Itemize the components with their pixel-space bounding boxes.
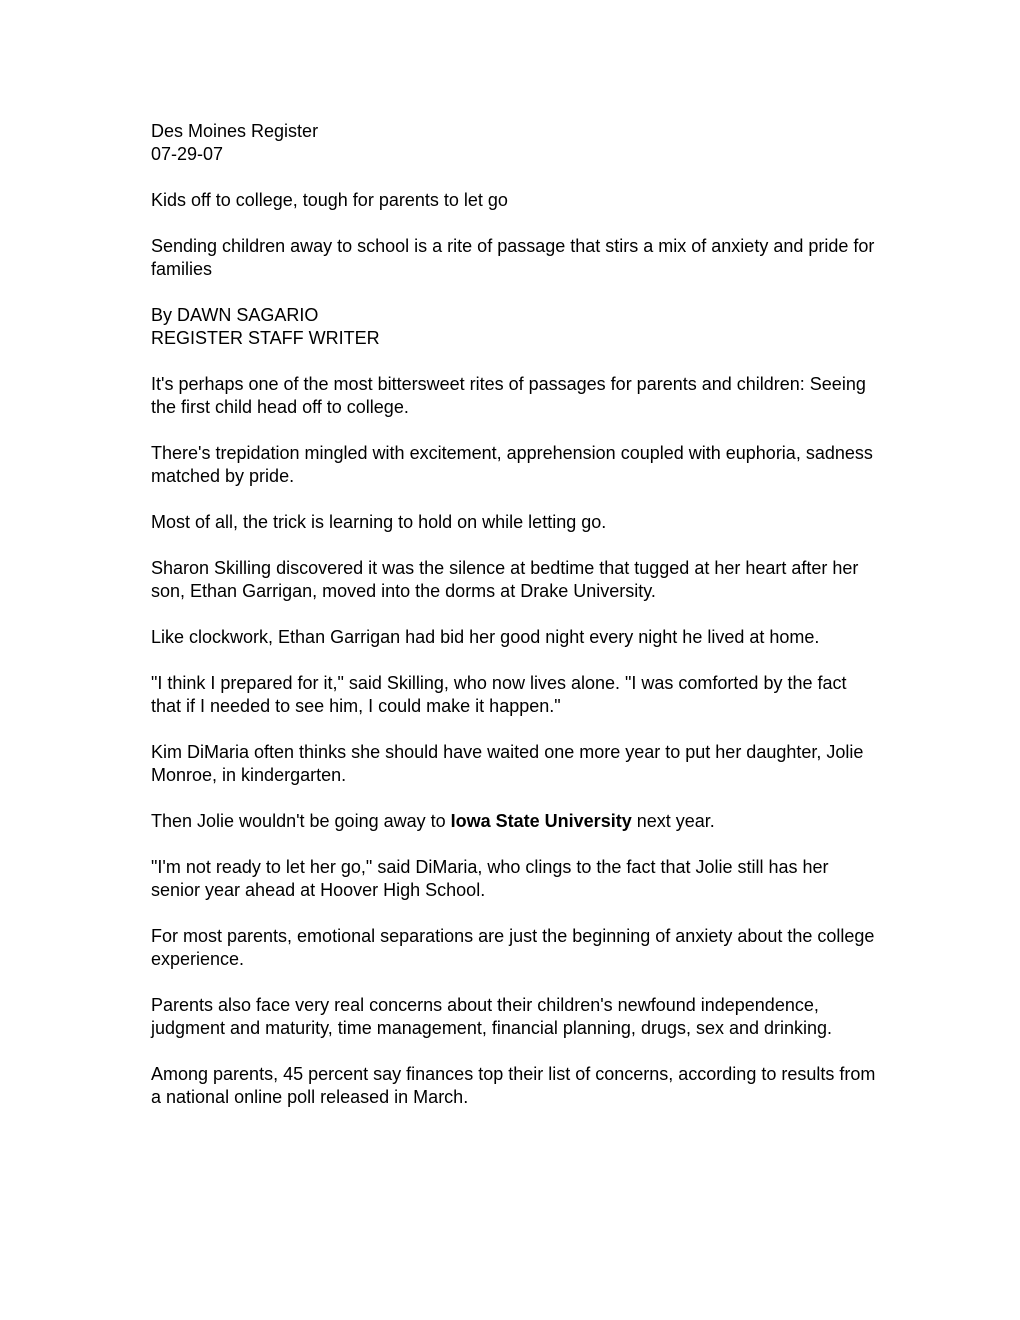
paragraph-text: Then Jolie wouldn't be going away to [151, 811, 451, 831]
article-paragraph: Kim DiMaria often thinks she should have waited one more year to put her daughter, Jolie Monroe, in kindergarten. [151, 742, 864, 785]
document-page [151, 120, 881, 1132]
article-paragraph: It's perhaps one of the most bittersweet rites of passages for parents and children: Seeing the first child head off to college. [151, 374, 866, 417]
article-paragraph: Most of all, the trick is learning to hold on while letting go. [151, 512, 607, 532]
article-paragraph: Sharon Skilling discovered it was the silence at bedtime that tugged at her heart after her son, Ethan Garrigan, moved into the dorms at Drake University. [151, 558, 859, 601]
article-paragraph: Parents also face very real concerns about their children's newfound independence, judgment and maturity, time management, financial planning, drugs, sex and drinking. [151, 995, 833, 1038]
byline [151, 304, 881, 350]
byline-author: By DAWN SAGARIO [151, 305, 319, 325]
source-block [151, 120, 881, 166]
byline-title: REGISTER STAFF WRITER [151, 328, 380, 348]
subheadline: Sending children away to school is a rite of passage that stirs a mix of anxiety and pride for families [151, 236, 875, 279]
article-paragraph: Among parents, 45 percent say finances top their list of concerns, according to results from a national online poll released in March. [151, 1064, 876, 1107]
article-paragraph: "I'm not ready to let her go," said DiMaria, who clings to the fact that Jolie still has her senior year ahead at Hoover High School. [151, 857, 829, 900]
paragraph-text: next year. [631, 811, 715, 831]
publication-date: 07-29-07 [151, 144, 224, 164]
headline: Kids off to college, tough for parents to let go [151, 190, 508, 210]
publication-name: Des Moines Register [151, 121, 319, 141]
article-paragraph: There's trepidation mingled with excitement, apprehension coupled with euphoria, sadness matched by pride. [151, 443, 873, 486]
article-paragraph: Like clockwork, Ethan Garrigan had bid her good night every night he lived at home. [151, 627, 820, 647]
article-paragraph: "I think I prepared for it," said Skilling, who now lives alone. "I was comforted by the fact that if I needed to see him, I could make it happen." [151, 673, 847, 716]
bold-university-name: Iowa State University [450, 811, 632, 831]
article-paragraph: For most parents, emotional separations are just the beginning of anxiety about the college experience. [151, 926, 875, 969]
article-paragraph [151, 810, 881, 833]
